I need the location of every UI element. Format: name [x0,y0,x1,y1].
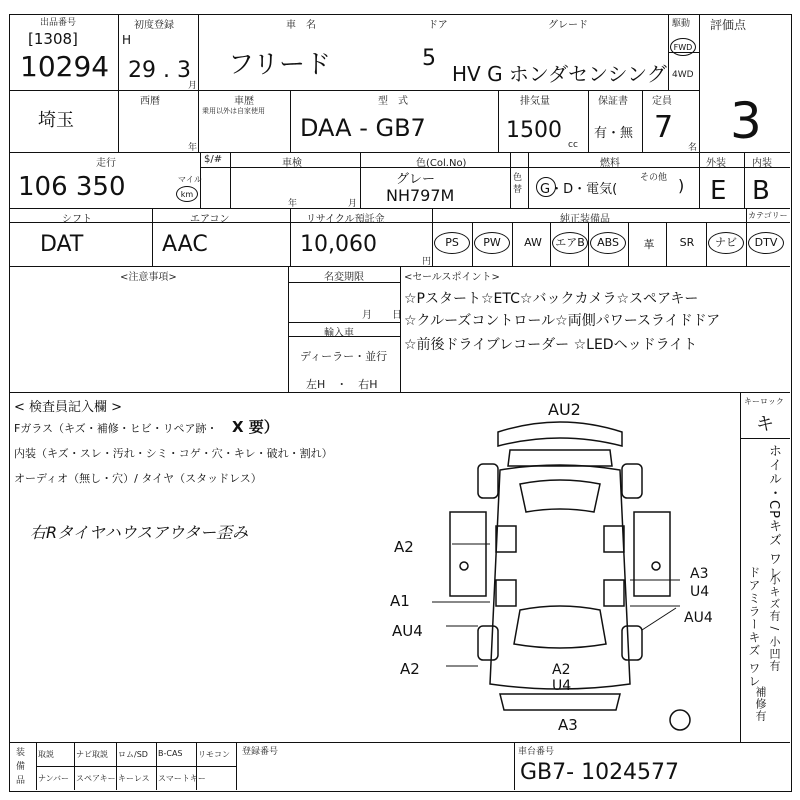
fuel-close: ) [678,176,685,195]
lot-code: [1308] [28,30,78,48]
first-reg-value: 29 . 3 [128,58,191,83]
inspection-label: 車検 [282,158,302,169]
rule [588,90,589,152]
door-label: ドア [428,20,448,31]
mileage-value: 106 350 [18,172,126,202]
equipment-item-7[interactable]: ナビ [708,232,744,254]
mileage-label: 走行 [96,158,116,169]
rule [642,90,643,152]
color-label: 色(Col.No) [416,158,467,169]
side-note-mirror: ドアミラーキズ ワレ [747,566,761,688]
rule [74,742,75,790]
side-note-repair: 補修有 [754,686,767,722]
rule [236,742,237,790]
rule [528,152,529,208]
sales-point-line-1: ☆Pスタート☆ETC☆バックカメラ☆スペアキー [404,291,699,307]
name-change-label: 名変期限 [324,272,364,283]
damage-label-au4-left: AU4 [392,622,423,640]
rule [746,208,747,266]
color-change-label: 色替 [513,173,523,195]
rule [290,90,291,152]
rule [740,392,741,742]
drive-label: 駆動 [672,19,691,29]
interior-value: B [752,176,770,206]
footer-item-b2[interactable]: キーレス [118,774,150,783]
drive-fwd-option[interactable]: FWD [670,38,696,56]
footer-item-0[interactable]: 取説 [38,750,54,759]
footer-equip-label: 装備品 [16,748,26,786]
mileage-km[interactable]: km [176,186,198,202]
inspection-year: 年 [288,199,298,209]
inspector-line-3: オーディオ（無し・穴）/ タイヤ（スタッドレス） [14,472,262,485]
interior-label: 内装 [752,158,772,169]
inspector-title: < 検査員記入欄 > [14,400,123,415]
recycle-label: リサイクル預託金 [306,214,385,225]
rule [9,392,790,393]
damage-label-a1: A1 [390,592,410,610]
chassis-label: 車台番号 [518,747,555,757]
rule [118,14,119,152]
recycle-unit: 円 [422,257,432,267]
rule [152,208,153,266]
equipment-item-2[interactable]: AW [524,236,542,249]
rule [740,438,790,439]
keylock-label: キーロック [744,397,784,406]
shift-value: DAT [40,232,84,257]
footer-item-2[interactable]: ロム/SD [118,750,148,759]
first-reg-era: H [122,33,132,47]
inspection-month: 月 [348,199,358,209]
capacity-label: 定員 [652,96,672,107]
side-note-wheel: ホイル・CPキズ ワレ [766,444,781,581]
rule [290,208,291,266]
grade-value: HV G ホンダセンシング [452,62,667,86]
rule [510,152,511,208]
capacity-unit: 名 [688,143,698,153]
equipment-item-1[interactable]: PW [474,232,510,254]
rule [432,208,433,266]
fuel-options: G・D・電気( [540,182,618,197]
damage-label-au4-right: AU4 [684,610,713,626]
first-reg-month: 月 [188,81,198,91]
history-sub: 乗用以外は自家使用 [202,107,265,115]
equipment-label: 純正装備品 [560,214,610,225]
side-note-small: 小キズ有 / 小凹有 [768,574,781,672]
rule [156,742,157,790]
displacement-unit: cc [568,140,578,150]
rule [588,222,589,266]
keylock-value: キ [756,414,774,435]
equipment-item-8[interactable]: DTV [748,232,784,254]
chassis-value: GB7- 1024577 [520,760,680,785]
car-name-value: フリード [228,50,331,80]
rule [400,266,401,392]
footer-item-b1[interactable]: スペアキー [76,774,116,783]
rule [9,90,699,91]
notes-label: <注意事項> [120,272,177,283]
mileage-mile[interactable]: マイル [178,175,202,184]
equipment-item-3[interactable]: エアB [552,232,588,254]
sales-point-line-3: ☆前後ドライブレコーダー ☆LEDヘッドライト [404,337,698,353]
aircon-label: エアコン [190,214,230,225]
displacement-value: 1500 [506,118,562,143]
warranty-label: 保証書 [598,96,628,107]
inspector-handwritten: 右Rタイヤハウスアウター歪み [30,523,249,542]
rule [472,222,473,266]
inspector-line-2: 内装（キズ・スレ・汚れ・シミ・コゲ・穴・キレ・破れ・割れ） [14,447,333,460]
rule [699,152,700,208]
damage-label-u4-right: U4 [690,584,710,600]
import-dealer[interactable]: ディーラー・並行 [300,350,388,363]
first-reg-label: 初度登録 [134,20,174,31]
prefecture-value: 埼玉 [38,110,74,131]
inspector-x-mark: X 要） [232,418,279,436]
shift-label: シフト [62,214,92,225]
rule [9,222,790,223]
sales-points-label: <セールスポイント> [404,272,500,283]
damage-label-a2-bottom-left: A2 [400,660,420,678]
equipment-item-4[interactable]: ABS [590,232,626,254]
footer-item-1[interactable]: ナビ取説 [76,750,108,759]
rule [706,222,707,266]
footer-item-3[interactable]: B-CAS [158,749,183,758]
aircon-value: AAC [162,232,208,257]
damage-label-u4-rear: U4 [552,678,572,694]
import-label: 輸入車 [324,328,354,339]
rule [9,208,790,209]
reg-number-label: 登録番号 [242,747,279,757]
rule [116,742,117,790]
western-label: 西暦 [140,96,160,107]
name-change-day: 日 [392,310,402,321]
rule [9,152,790,153]
footer-item-b3[interactable]: スマートキー [158,774,206,783]
rule [699,14,700,152]
drive-4wd-option[interactable]: 4WD [672,70,694,80]
history-label: 車歴 [234,96,254,107]
rule [36,766,236,767]
car-name-label: 車 名 [286,20,316,31]
inspector-line-1: Fガラス（キズ・補修・ヒビ・リペア跡・ [14,422,218,435]
fuel-label: 燃料 [600,158,620,169]
equipment-item-0[interactable]: PS [434,232,470,254]
sales-point-line-2: ☆クルーズコントロール☆両側パワースライドドア [404,313,721,329]
recycle-value: 10,060 [300,232,377,257]
color-value: グレー [396,172,436,187]
rule [512,222,513,266]
rule [360,152,361,208]
rule [198,14,199,152]
rule [9,742,790,743]
footer-item-b0[interactable]: ナンバー [38,774,70,783]
rule [628,222,629,266]
equipment-item-6[interactable]: SR [679,236,695,249]
damage-label-a3-rear: A3 [558,716,578,734]
equipment-item-5[interactable]: 革 [643,238,655,251]
damage-label-a2-left: A2 [394,538,414,556]
damage-label-au2: AU2 [548,400,581,419]
door-value: 5 [422,46,436,71]
rule [230,152,231,208]
name-change-month: 月 [362,310,372,321]
capacity-value: 7 [654,110,674,145]
rating-label: 評価点 [710,18,747,32]
navi-type-label: カテゴリー [748,211,788,220]
rule [498,90,499,152]
lot-number: 10294 [20,50,110,83]
rule [288,322,400,323]
rule [514,742,515,790]
rule [288,266,289,392]
import-handle[interactable]: 左H ・ 右H [306,378,378,391]
exterior-value: E [710,176,727,206]
displacement-label: 排気量 [520,96,550,107]
color-code: NH797M [386,186,455,205]
footer-item-4[interactable]: リモコン [198,750,230,759]
warranty-value[interactable]: 有・無 [594,126,634,141]
exterior-label: 外装 [706,158,726,169]
rating-value: 3 [730,92,762,150]
western-year: 年 [188,143,198,153]
damage-label-a3-right: A3 [690,566,709,582]
damage-label-a2-rear: A2 [552,662,571,678]
grade-label: グレード [548,20,588,31]
model-label: 型 式 [378,96,408,107]
lot-top-label: 出品番号 [40,18,77,28]
rule [744,152,745,208]
sm-label: $/# [204,154,223,165]
fuel-other: その他 [640,173,668,183]
model-value: DAA - GB7 [300,114,426,142]
